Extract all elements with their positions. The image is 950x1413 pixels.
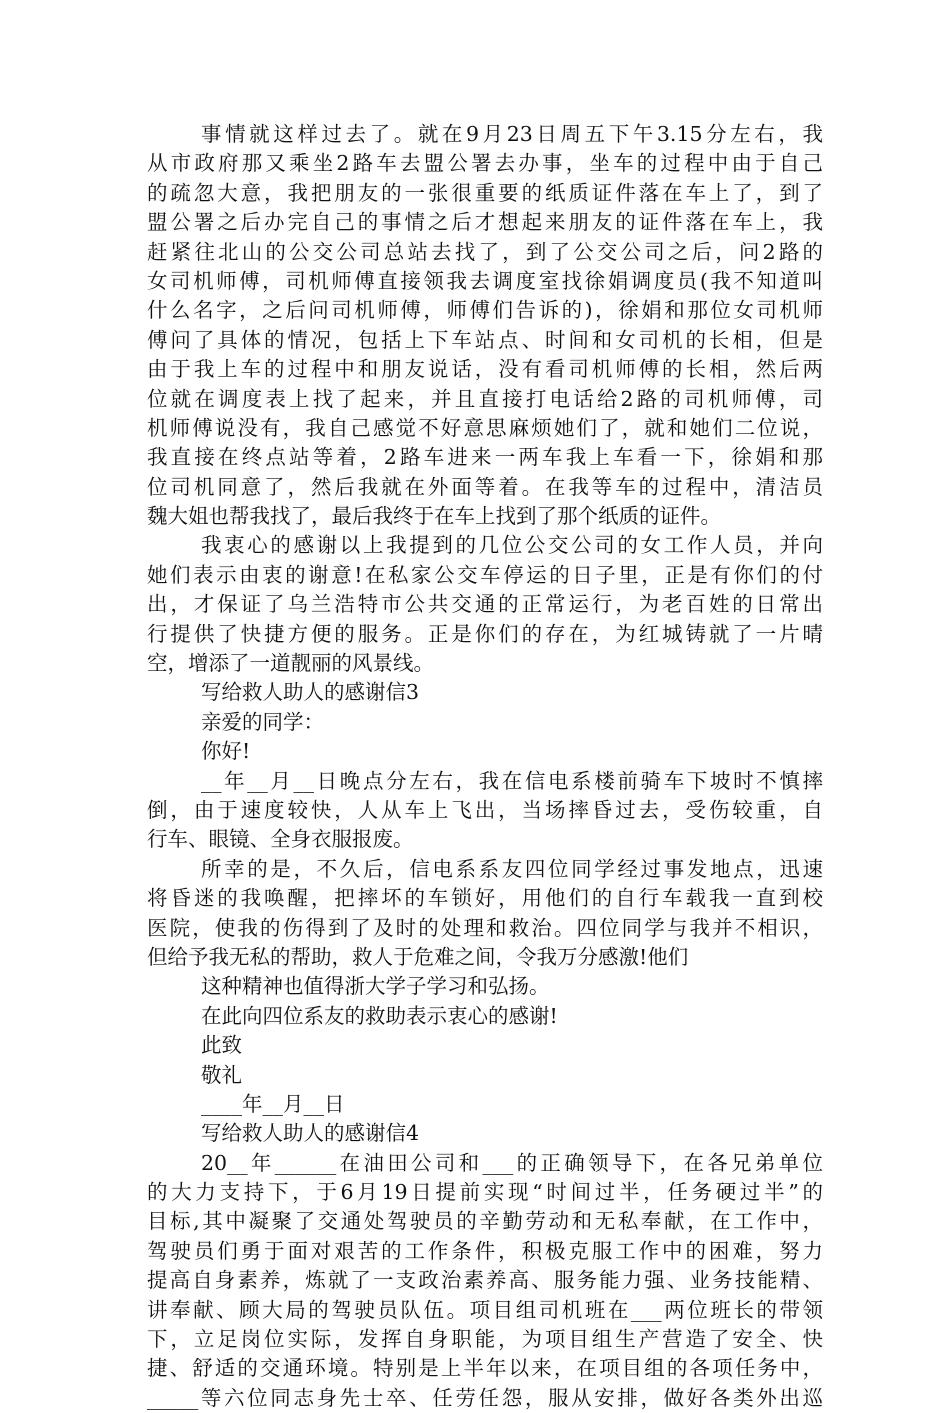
section-heading: 写给救人助人的感谢信4 xyxy=(201,1121,420,1146)
text-line: 从市政府那又乘坐2路车去盟公署去办事，坐车的过程中由于自己 xyxy=(147,151,823,176)
text-line: 行车、眼镜、全身衣服报废。 xyxy=(147,827,414,852)
text-line: 行提供了快捷方便的服务。正是你们的存在，为红城铸就了一片晴 xyxy=(147,621,823,646)
text-line: 但给予我无私的帮助，救人于危难之间，令我万分感激!他们 xyxy=(147,944,689,969)
text-line: 出，才保证了乌兰浩特市公共交通的正常运行，为老百姓的日常出 xyxy=(147,592,823,617)
document-body xyxy=(147,120,823,1413)
text-line: 我衷心的感谢以上我提到的几位公交公司的女工作人员，并向 xyxy=(201,533,823,558)
text-line: 驾驶员们勇于面对艰苦的工作条件，积极克服工作中的困难，努力 xyxy=(147,1238,823,1263)
closing-line: 此致 xyxy=(201,1033,242,1058)
text-line: 她们表示由衷的谢意!在私家公交车停运的日子里，正是有你们的付 xyxy=(147,562,823,587)
text-line: 什么名字，之后问司机师傅，师傅们告诉的)，徐娟和那位女司机师 xyxy=(147,298,823,323)
text-line: 机师傅说没有，我自己感觉不好意思麻烦她们了，就和她们二位说， xyxy=(147,415,823,440)
text-line: 的疏忽大意，我把朋友的一张很重要的纸质证件落在车上了，到了 xyxy=(147,180,823,205)
text-line: 所幸的是，不久后，信电系系友四位同学经过事发地点，迅速 xyxy=(201,856,823,881)
text-line: 傅问了具体的情况，包括上下车站点、时间和女司机的长相，但是 xyxy=(147,327,823,352)
text-line: 位司机同意了，然后我就在外面等着。在我等车的过程中，清洁员 xyxy=(147,474,823,499)
salutation: 亲爱的同学： xyxy=(201,709,324,734)
greeting: 你好! xyxy=(201,739,251,764)
section-heading: 写给救人助人的感谢信3 xyxy=(201,680,420,705)
text-line: 捷、舒适的交通环境。特别是上半年以来，在项目组的各项任务中， xyxy=(147,1356,823,1381)
text-line: 这种精神也值得浙大学子学习和弘扬。 xyxy=(201,974,550,999)
date-line: ____年__月__日 xyxy=(201,1091,345,1116)
text-line: 由于我上车的过程中和朋友说话，没有看司机师傅的长相，然后两 xyxy=(147,357,823,382)
text-line: 魏大姐也帮我找了，最后我终于在车上找到了那个纸质的证件。 xyxy=(147,504,721,529)
text-line: 讲奉献、顾大局的驾驶员队伍。项目组司机班在___两位班长的带领 xyxy=(147,1297,823,1322)
text-line: 提高自身素养，炼就了一支政治素养高、服务能力强、业务技能精、 xyxy=(147,1268,823,1293)
closing-line: 敬礼 xyxy=(201,1062,242,1087)
text-line: 女司机师傅，司机师傅直接领我去调度室找徐娟调度员(我不知道叫 xyxy=(147,268,823,293)
text-line: _____等六位同志身先士卒、任劳任怨，服从安排，做好各类外出巡 xyxy=(147,1385,823,1410)
text-line: 空，增添了一道靓丽的风景线。 xyxy=(147,651,434,676)
text-line: 位就在调度表上找了起来，并且直接打电话给2路的司机师傅，司 xyxy=(147,386,823,411)
text-line: 20__年______在油田公司和___的正确领导下，在各兄弟单位 xyxy=(201,1150,823,1175)
text-line: 目标,其中凝聚了交通处驾驶员的辛勤劳动和无私奉献，在工作中， xyxy=(147,1209,823,1234)
text-line: 盟公署之后办完自己的事情之后才想起来朋友的证件落在车上，我 xyxy=(147,210,823,235)
text-line: 在此向四位系友的救助表示衷心的感谢! xyxy=(201,1003,558,1028)
text-line: 医院，使我的伤得到了及时的处理和救治。四位同学与我并不相识， xyxy=(147,915,823,940)
text-line: 事情就这样过去了。就在9月23日周五下午3.15分左右，我 xyxy=(201,122,823,146)
text-line: 将昏迷的我唤醒，把摔坏的车锁好，用他们的自行车载我一直到校 xyxy=(147,886,823,911)
text-line: 我直接在终点站等着，2路车进来一两车我上车看一下，徐娟和那 xyxy=(147,445,823,470)
text-line: 赶紧往北山的公交公司总站去找了，到了公交公司之后，问2路的 xyxy=(147,239,823,264)
text-line: __年__月__日晚点分左右，我在信电系楼前骑车下坡时不慎摔 xyxy=(201,768,823,793)
text-line: 的大力支持下，于6月19日提前实现“时间过半，任务硬过半”的 xyxy=(147,1180,823,1205)
text-line: 下，立足岗位实际，发挥自身职能，为项目组生产营造了安全、快 xyxy=(147,1327,823,1352)
text-line: 倒，由于速度较快，人从车上飞出，当场摔昏过去，受伤较重，自 xyxy=(147,797,823,822)
